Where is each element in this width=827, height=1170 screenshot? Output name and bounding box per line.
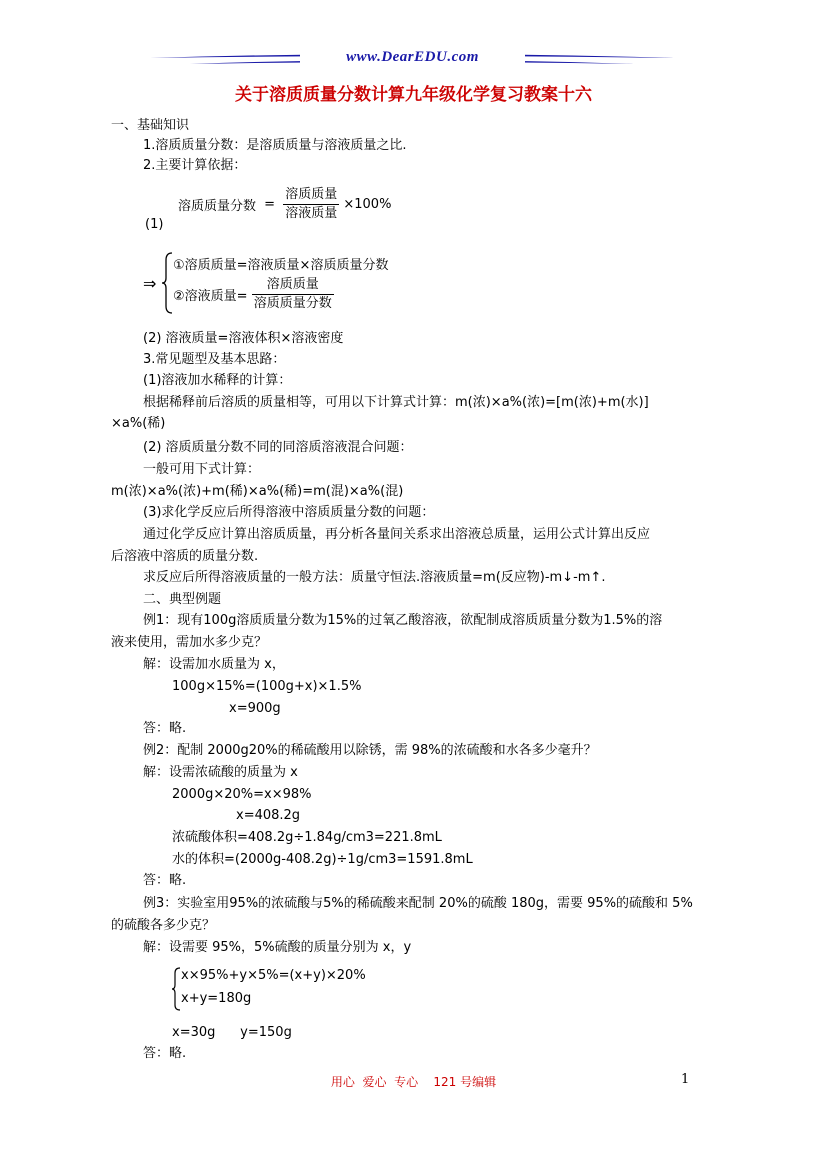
formula-mass-fraction: [178, 186, 391, 223]
text-line: 例2：配制 2000g20%的稀硫酸用以除锈，需 98%的浓硫酸和水各多少毫升？: [143, 743, 597, 758]
site-url[interactable]: www.DearEDU.com: [300, 49, 525, 66]
text-line: (1): [145, 217, 164, 232]
text-line: 100g×15%=(100g+x)×1.5%: [172, 679, 362, 694]
text-line: 浓硫酸体积=408.2g÷1.84g/cm3=221.8mL: [172, 830, 442, 845]
formula-eq: =: [264, 197, 276, 212]
page-number: 1: [681, 1072, 690, 1087]
text-line: (2) 溶质质量分数不同的同溶质溶液混合问题：: [143, 440, 413, 455]
text-line: 通过化学反应计算出溶质质量，再分析各量间关系求出溶液总质量，运用公式计算出反应: [143, 527, 651, 542]
text-line: 答：略.: [143, 873, 187, 888]
fraction-numerator: 溶质质量: [283, 186, 339, 205]
text-line: m(浓)×a%(浓)+m(稀)×a%(稀)=m(混)×a%(混): [111, 484, 404, 499]
text-line: 的硫酸各多少克？: [111, 918, 216, 933]
text-line: 例1：现有100g溶质质量分数为15%的过氧乙酸溶液，欲配制成溶质质量分数为1.5%的溶: [143, 613, 663, 628]
text-line: 例3：实验室用95%的浓硫酸与5%的稀硫酸来配制 20%的硫酸 180g，需要 95%的硫酸和 5%: [143, 896, 693, 911]
section-heading: 一、基础知识: [111, 118, 190, 133]
text-line: 水的体积=(2000g-408.2g)÷1g/cm3=1591.8mL: [172, 852, 473, 867]
document-title: 关于溶质质量分数计算九年级化学复习教案十六: [235, 85, 592, 105]
brace-icon: [171, 967, 181, 1011]
text-line: 2000g×20%=x×98%: [172, 787, 312, 802]
text-line: 后溶液中溶质的质量分数.: [111, 549, 259, 564]
text-line: (2) 溶液质量=溶液体积×溶液密度: [143, 331, 344, 346]
text-line: 1.溶质质量分数：是溶质质量与溶液质量之比.: [143, 138, 407, 153]
text-line: 求反应后所得溶液质量的一般方法：质量守恒法.溶液质量=m(反应物)-m↓-m↑.: [143, 570, 606, 585]
fraction-denominator: 溶质质量分数: [253, 296, 332, 311]
footer-text: 用心 爱心 专心 121 号编辑: [330, 1075, 497, 1089]
text-line: 液来使用，需加水多少克？: [111, 635, 268, 650]
text-line: (1)溶液加水稀释的计算：: [143, 373, 292, 388]
formula-tail: ×100%: [343, 197, 392, 212]
equation-1: x×95%+y×5%=(x+y)×20%: [181, 968, 366, 983]
brace-icon: [161, 252, 173, 314]
text-line: 根据稀释前后溶质的质量相等，可用以下计算式计算：m(浓)×a%(浓)=[m(浓)+m(水)]: [143, 395, 649, 410]
site-header: [150, 48, 675, 70]
section-heading: 二、典型例题: [143, 592, 222, 607]
formula-line-1: ①溶质质量=溶液质量×溶质质量分数: [173, 258, 389, 273]
text-line: (3)求化学反应后所得溶液中溶质质量分数的问题：: [143, 505, 435, 520]
text-line: 答：略.: [143, 721, 187, 736]
formula-system: [171, 966, 411, 1012]
formula-lhs: 溶质质量分数: [178, 199, 257, 214]
text-line: x=30g y=150g: [172, 1025, 292, 1040]
implies-arrow-icon: ⇒: [143, 274, 157, 293]
text-line: x=408.2g: [236, 808, 301, 823]
text-line: 答：略.: [143, 1046, 187, 1061]
text-line: 2.主要计算依据：: [143, 158, 247, 173]
text-line: 3.常见题型及基本思路：: [143, 352, 286, 367]
text-line: ×a%(稀): [111, 416, 166, 431]
fraction-denominator: 溶液质量: [285, 206, 338, 221]
formula-line-2-lhs: ②溶液质量=: [173, 289, 248, 304]
text-line: 一般可用下式计算：: [143, 462, 261, 477]
formula-fraction: [283, 186, 339, 223]
formula-derived: [143, 250, 463, 320]
text-line: 解：设需加水质量为 x，: [143, 657, 285, 672]
equation-2: x+y=180g: [181, 991, 252, 1006]
formula-fraction: [252, 276, 334, 313]
fraction-numerator: 溶质质量: [252, 276, 334, 295]
formula-line-2: [173, 276, 334, 313]
text-line: 解：设需要 95%，5%硫酸的质量分别为 x，y: [143, 940, 412, 955]
text-line: 解：设需浓硫酸的质量为 x: [143, 765, 298, 780]
text-line: x=900g: [229, 701, 281, 716]
